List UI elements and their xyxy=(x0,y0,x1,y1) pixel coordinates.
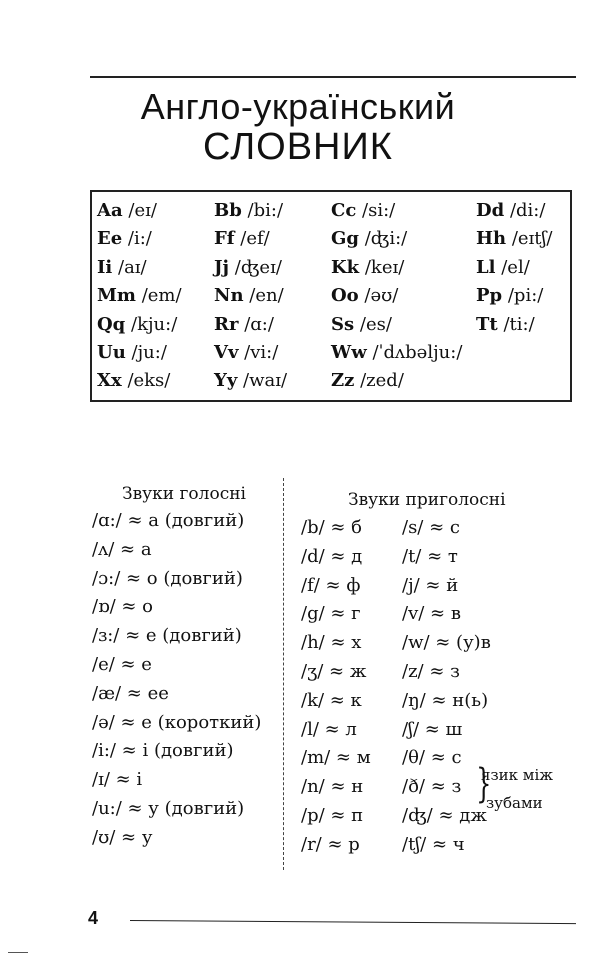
note-line-2: зубами xyxy=(486,794,543,812)
alphabet-entry xyxy=(476,314,535,335)
consonant-item: /ŋ/ ≈ н(ь) xyxy=(402,689,489,711)
alphabet-letter: Aa xyxy=(97,200,123,221)
alphabet-entry xyxy=(476,257,530,278)
vowel-item: /ɪ/ ≈ і xyxy=(92,769,143,791)
consonant-item: /k/ ≈ к xyxy=(301,689,362,711)
consonant-item: /p/ ≈ п xyxy=(301,805,364,826)
vowel-item: /æ/ ≈ ее xyxy=(92,682,169,704)
alphabet-ipa: /bi:/ xyxy=(247,200,284,221)
consonant-item: /l/ ≈ л xyxy=(301,718,357,740)
consonant-item: /ʒ/ ≈ ж xyxy=(301,661,367,682)
vowel-item: /e/ ≈ е xyxy=(92,654,152,675)
alphabet-letter: Gg xyxy=(331,228,359,250)
alphabet-entry xyxy=(476,200,545,221)
alphabet-entry xyxy=(214,285,284,306)
alphabet-ipa: /ef/ xyxy=(240,228,270,250)
consonant-item: /ð/ ≈ з xyxy=(402,776,462,798)
vowel-item: /ʊ/ ≈ у xyxy=(92,826,153,848)
bottom-rule xyxy=(130,920,576,924)
alphabet-ipa: /eks/ xyxy=(127,370,171,392)
alphabet-entry xyxy=(214,314,274,335)
page-number: 4 xyxy=(88,908,99,928)
alphabet-ipa: /i:/ xyxy=(127,228,152,250)
alphabet-letter: Mm xyxy=(97,285,136,307)
alphabet-entry xyxy=(331,200,395,221)
alphabet-letter: Qq xyxy=(97,313,126,335)
alphabet-entry xyxy=(214,342,278,363)
vowel-item: /i:/ ≈ і (довгий) xyxy=(92,740,234,762)
alphabet-letter: Vv xyxy=(214,342,239,363)
alphabet-entry xyxy=(214,257,282,278)
alphabet-entry xyxy=(331,314,392,335)
alphabet-entry xyxy=(97,228,152,249)
consonant-item: /w/ ≈ (у)в xyxy=(402,632,491,654)
alphabet-entry xyxy=(97,257,147,278)
consonant-item: /ʤ/ ≈ дж xyxy=(402,805,487,826)
alphabet-entry xyxy=(97,285,182,306)
note-line-1: язик між xyxy=(481,766,554,784)
consonant-item: /θ/ ≈ с xyxy=(402,747,462,769)
alphabet-ipa: /eɪtʃ/ xyxy=(511,228,553,250)
consonant-item: /m/ ≈ м xyxy=(301,747,371,769)
alphabet-letter: Zz xyxy=(331,370,355,392)
alphabet-entry xyxy=(476,285,543,306)
consonant-item: /tʃ/ ≈ ч xyxy=(402,833,465,855)
alphabet-ipa: /ju:/ xyxy=(131,342,167,363)
alphabet-letter: Ww xyxy=(331,342,367,363)
alphabet-letter: Hh xyxy=(476,228,507,250)
alphabet-letter: Ff xyxy=(214,228,235,250)
alphabet-ipa: /ˈdʌbəlju:/ xyxy=(372,342,463,363)
alphabet-letter: Yy xyxy=(214,370,238,392)
alphabet-ipa: /kju:/ xyxy=(131,313,178,335)
alphabet-ipa: /em/ xyxy=(141,285,182,307)
alphabet-letter: Oo xyxy=(331,285,359,307)
alphabet-letter: Ss xyxy=(331,313,355,335)
vowel-item: /ə/ ≈ е (короткий) xyxy=(92,711,262,733)
vowel-item: /ɜ:/ ≈ е (довгий) xyxy=(92,625,242,647)
consonant-item: /f/ ≈ ф xyxy=(301,574,361,596)
consonant-item: /n/ ≈ н xyxy=(301,776,364,798)
vowels-heading: Звуки голосні xyxy=(122,484,246,504)
alphabet-letter: Xx xyxy=(97,370,122,392)
consonant-item: /g/ ≈ г xyxy=(301,603,361,625)
vowel-item: /ɒ/ ≈ о xyxy=(92,596,154,618)
brace-mark: } xyxy=(476,761,492,807)
title-line-2: СЛОВНИК xyxy=(203,126,393,168)
alphabet-letter: Cc xyxy=(331,200,357,221)
alphabet-letter: Dd xyxy=(476,200,505,221)
vowel-item: /ʌ/ ≈ а xyxy=(92,538,152,560)
consonant-item: /h/ ≈ х xyxy=(301,632,362,654)
vowel-item: /u:/ ≈ у (довгий) xyxy=(92,798,245,819)
vowel-item: /ɑ:/ ≈ а (довгий) xyxy=(92,510,245,531)
alphabet-ipa: /di:/ xyxy=(509,200,546,221)
title-line-1: Англо-український xyxy=(140,86,456,127)
alphabet-letter: Tt xyxy=(476,313,498,335)
alphabet-ipa: /ʤi:/ xyxy=(364,228,408,250)
consonant-item: /d/ ≈ д xyxy=(301,545,363,567)
alphabet-entry xyxy=(97,314,177,335)
alphabet-entry xyxy=(331,370,404,391)
alphabet-ipa: /vi:/ xyxy=(244,342,279,363)
alphabet-ipa: /si:/ xyxy=(362,200,396,221)
alphabet-entry xyxy=(214,200,283,221)
alphabet-entry xyxy=(331,257,404,278)
alphabet-ipa: /zed/ xyxy=(360,370,404,392)
consonant-item: /s/ ≈ с xyxy=(402,517,460,538)
consonant-item: /r/ ≈ р xyxy=(301,833,360,855)
edge-mark xyxy=(8,952,28,953)
alphabet-ipa: /el/ xyxy=(501,256,530,278)
consonant-item: /ʃ/ ≈ ш xyxy=(402,718,463,740)
alphabet-ipa: /keɪ/ xyxy=(364,256,405,278)
alphabet-letter: Ee xyxy=(97,228,123,250)
alphabet-ipa: /waɪ/ xyxy=(243,370,288,392)
alphabet-letter: Bb xyxy=(214,200,242,221)
alphabet-ipa: /ʤeɪ/ xyxy=(234,256,282,278)
consonant-item: /z/ ≈ з xyxy=(402,661,460,682)
consonants-heading: Звуки приголосні xyxy=(348,490,506,510)
alphabet-ipa: /es/ xyxy=(359,313,392,335)
alphabet-entry xyxy=(97,370,170,391)
alphabet-letter: Pp xyxy=(476,285,503,307)
consonant-item: /v/ ≈ в xyxy=(402,603,461,625)
alphabet-entry xyxy=(97,342,167,363)
consonant-item: /b/ ≈ б xyxy=(301,517,363,538)
alphabet-ipa: /en/ xyxy=(249,285,284,307)
alphabet-entry xyxy=(331,285,398,306)
alphabet-entry xyxy=(331,342,462,363)
column-divider xyxy=(283,478,284,870)
consonant-item: /j/ ≈ й xyxy=(402,574,459,596)
alphabet-letter: Rr xyxy=(214,313,239,335)
alphabet-ipa: /aɪ/ xyxy=(118,256,147,278)
alphabet-letter: Ll xyxy=(476,256,496,278)
alphabet-entry xyxy=(331,228,407,249)
alphabet-letter: Jj xyxy=(214,256,230,278)
alphabet-entry xyxy=(97,200,157,221)
top-rule xyxy=(90,76,576,78)
alphabet-ipa: /eɪ/ xyxy=(128,200,157,221)
consonant-item: /t/ ≈ т xyxy=(402,545,458,567)
alphabet-letter: Uu xyxy=(97,342,126,363)
vowel-item: /ɔ:/ ≈ о (довгий) xyxy=(92,567,243,589)
alphabet-letter: Kk xyxy=(331,256,360,278)
alphabet-ipa: /ti:/ xyxy=(503,313,535,335)
alphabet-letter: Ii xyxy=(97,256,113,278)
alphabet-entry xyxy=(476,228,553,249)
alphabet-ipa: /ɑ:/ xyxy=(244,313,274,335)
alphabet-entry xyxy=(214,228,270,249)
alphabet-entry xyxy=(214,370,287,391)
alphabet-ipa: /əʊ/ xyxy=(364,285,399,307)
alphabet-letter: Nn xyxy=(214,285,244,307)
alphabet-ipa: /pi:/ xyxy=(507,285,544,307)
